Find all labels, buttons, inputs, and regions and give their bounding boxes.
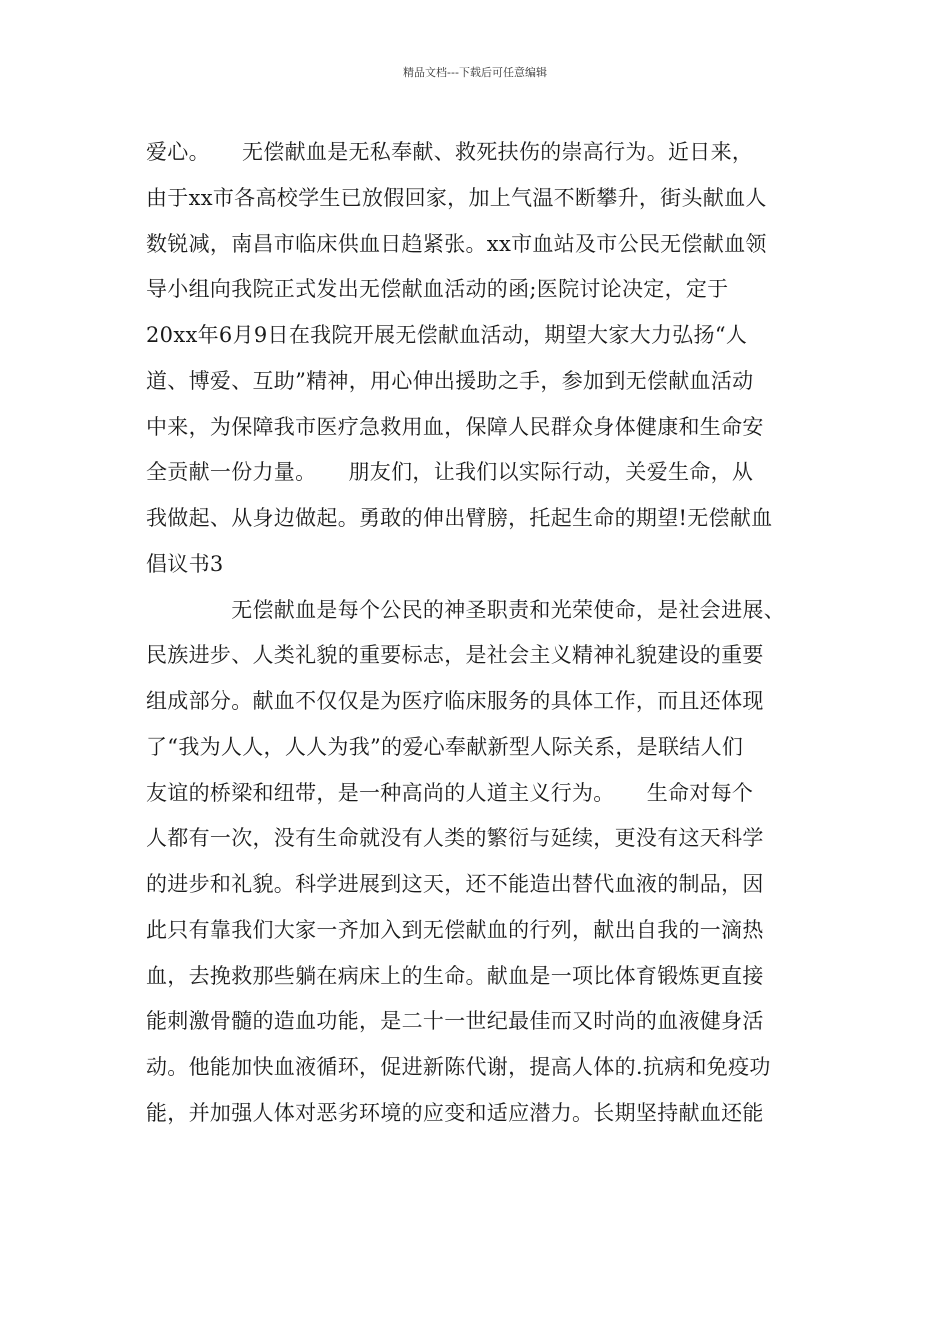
text-line: 友谊的桥梁和纽带，是一种高尚的人道主义行为。 生命对每个 <box>146 780 754 805</box>
text-line: 爱心。 无偿献血是无私奉献、救死扶伤的崇高行为。近日来， <box>146 140 754 164</box>
text-line: 道、博爱、互助”精神，用心伸出援助之手，参加到无偿献血活动 <box>146 368 754 393</box>
text-line: 组成部分。献血不仅仅是为医疗临床服务的具体工作，而且还体现 <box>146 689 764 713</box>
text-line: 数锐减，南昌市临床供血日趋紧张。xx市血站及市公民无偿献血领 <box>146 231 767 256</box>
text-line: 倡议书3 <box>146 551 224 576</box>
text-line: 民族进步、人类礼貌的重要标志，是社会主义精神礼貌建设的重要 <box>146 643 764 668</box>
text-line: 此只有靠我们大家一齐加入到无偿献血的行列，献出自我的一滴热 <box>146 917 764 942</box>
text-line: 全贡献一份力量。 朋友们，让我们以实际行动，关爱生命，从 <box>146 460 754 485</box>
text-line: 的进步和礼貌。科学进展到这天，还不能造出替代血液的制品，因 <box>146 872 764 896</box>
body-text <box>146 130 826 1137</box>
text-line: 中来，为保障我市医疗急救用血，保障人民群众身体健康和生命安 <box>146 414 764 439</box>
text-line: 我做起、从身边做起。勇敢的伸出臂膀，托起生命的期望!无偿献血 <box>146 506 773 530</box>
text-line: 能刺激骨髓的造血功能，是二十一世纪最佳而又时尚的血液健身活 <box>146 1009 764 1034</box>
text-line: 血，去挽救那些躺在病床上的生命。献血是一项比体育锻炼更直接 <box>146 963 764 988</box>
text-line: 导小组向我院正式发出无偿献血活动的函;医院讨论决定，定于 <box>146 277 729 302</box>
text-line: 无偿献血是每个公民的神圣职责和光荣使命，是社会进展、 <box>146 597 785 622</box>
text-line: 由于xx市各高校学生已放假回家，加上气温不断攀升，街头献血人 <box>146 185 767 210</box>
page-header: 精品文档---下载后可任意编辑 <box>403 66 547 79</box>
text-line: 能，并加强人体对恶劣环境的应变和适应潜力。长期坚持献血还能 <box>146 1100 764 1125</box>
text-line: 人都有一次，没有生命就没有人类的繁衍与延续，更没有这天科学 <box>146 826 764 851</box>
text-line: 20xx年6月9日在我院开展无偿献血活动，期望大家大力弘扬“人 <box>146 323 748 347</box>
text-line: 动。他能加快血液循环，促进新陈代谢，提高人体的.抗病和免疫功 <box>146 1055 771 1079</box>
text-line: 了“我为人人，人人为我”的爱心奉献新型人际关系，是联结人们 <box>146 734 744 759</box>
